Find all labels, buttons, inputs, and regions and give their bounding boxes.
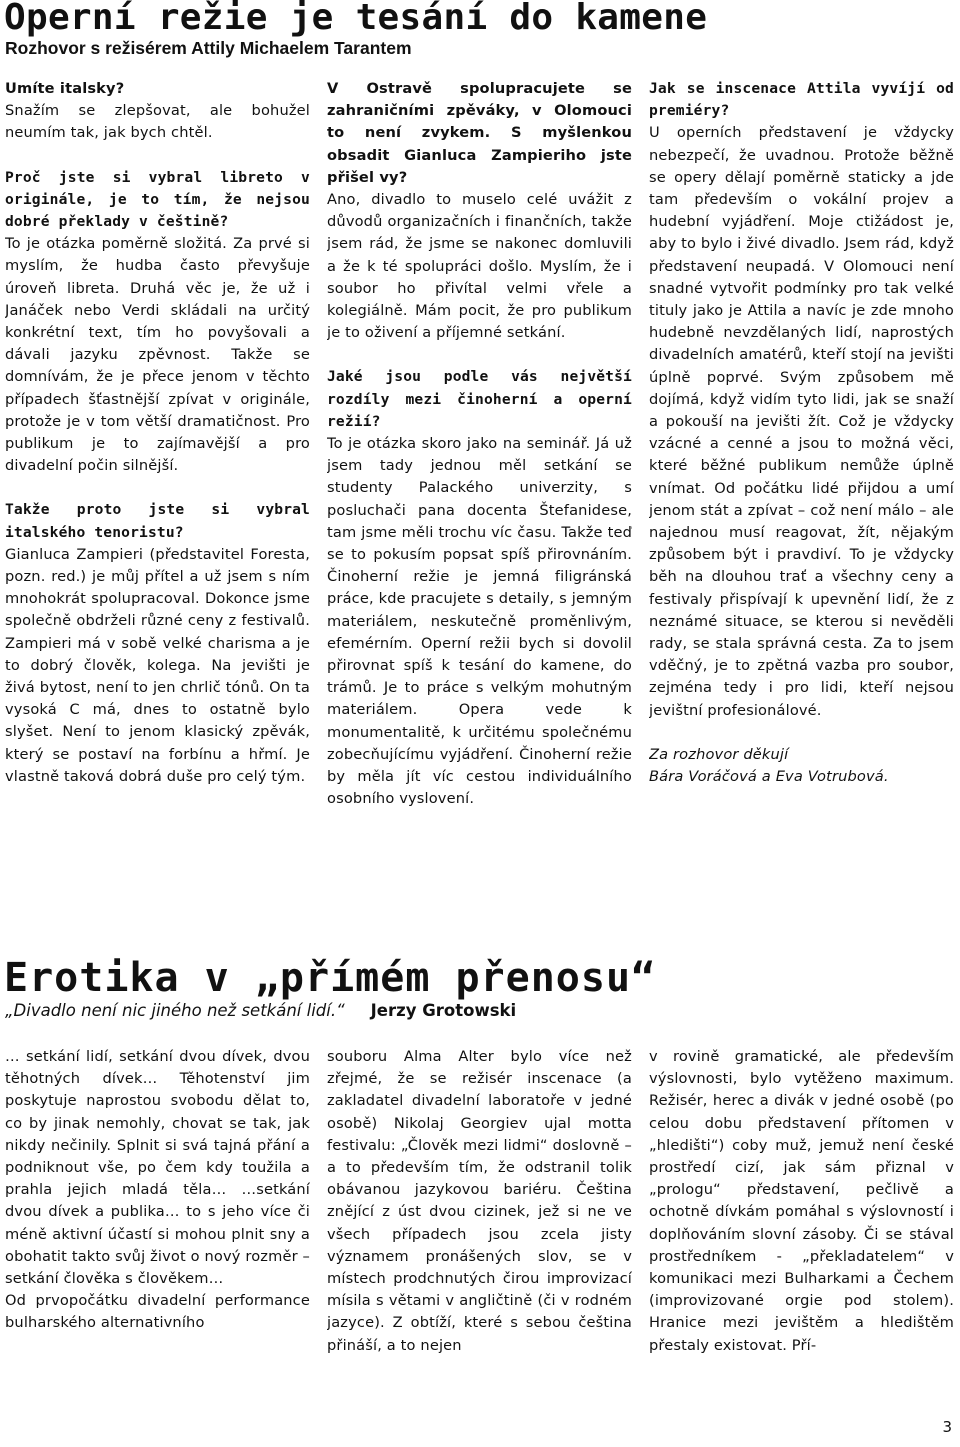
question: Umíte italsky?	[5, 80, 125, 97]
answer: Snažím se zlepšovat, ale bohužel neumím tak, jak bych chtěl.	[5, 102, 310, 142]
review-column-1	[5, 1046, 310, 1426]
question: Takže proto jste si vybral italského tenoristu?	[5, 501, 310, 541]
review-text: Od prvopočátku divadelní performance bulharského alternativního	[5, 1292, 310, 1332]
review-text: v rovině gramatické, ale především výslovnosti, bylo vytěženo maximum. Režisér, herec a divák v jedné osobě (po celou dobu představení přítomen v „hledišti“) coby muž, jemuž není české prostředí cizí, jak sám přiznal v „prologu“ představení, pečlivě a ochotně dívkám pomáhal s výslovností i doplňováním slovní zásoby. Či se stával prostředníkem - „překladatelem“ v komunikaci mezi Bulharkami a Čechem (improvizované orgie pod stolem). Hranice mezi jevištěm a hledištěm přestaly existovat. Pří-	[649, 1048, 954, 1354]
review-text: souboru Alma Alter bylo více než zřejmé, že se režisér inscenace (a zakladatel divadelní laboratoře v jedné osobě) Nikolaj Georgiev ujal motta festivalu: „Člověk mezi lidmi“ doslovně – a to především tím, že odstranil tolik obávanou jazykovou bariéru. Čeština znějící z úst dvou cizinek, jež si ne ve všech případech jsou zcela jisty významem pronášených slov, se v místech prodchnutých čirou improvizací mísila s větami v angličtině (či v rodném jazyce). Z obtíží, které s sebou čeština přináší, a to nejen	[327, 1048, 632, 1354]
interview-column-1	[5, 78, 310, 918]
epigraph-quote: „Divadlo není nic jiného než setkání lidí.“	[5, 1001, 345, 1020]
review-text: … setkání lidí, setkání dvou dívek, dvou těhotných dívek… Těhotenství jim poskytuje naprostou svobodu dělat to, co by jinak nemohly, chovat se tak, jak nikdy nečinily. Splnit si svá tajná přání a podniknout vše, po čem kdy toužila a prahla jejich mladá těla… …setkání dvou dívek a publika… to s jeho více či méně aktivní účastí si mohou plnit sny a obohatit takto svůj život o nový rozměr – setkání člověka s člověkem…	[5, 1048, 310, 1288]
interview-credit: Za rozhovor děkují	[649, 745, 789, 763]
answer: Gianluca Zampieri (představitel Foresta, pozn. red.) je můj přítel a už jsem s ním mnohokrát spolupracoval. Dokonce jsme společně obdrželi různé ceny z festivalů. Zampieri má v sobě velké charisma a je to dobrý člověk, kolega. Na jevišti je živá bytost, není to jen chrlič tónů. On ta vysoká C má, dnes to ostatně bylo slyšet. Není to jenom klasický zpěvák, který se postaví na forbínu a hřmí. Je vlastně taková dobrá duše pro celý tým.	[5, 545, 310, 785]
question: Proč jste si vybral libreto v originále, je to tím, že nejsou dobré překlady v češtině?	[5, 168, 310, 231]
interview-authors: Bára Voráčová a Eva Votrubová.	[649, 768, 889, 786]
review-columns	[5, 1046, 955, 1426]
interview-columns	[5, 78, 955, 918]
question: Jak se inscenace Attila vyvíjí od premiéry?	[649, 80, 954, 120]
question: Jaké jsou podle vás největší rozdíly mezi činoherní a operní režií?	[327, 368, 632, 430]
interview-column-3	[649, 78, 954, 918]
article-subtitle: Rozhovor s režisérem Attily Michaelem Tarantem	[5, 38, 412, 58]
article-title: Erotika v „přímém přenosu“	[4, 955, 657, 1001]
epigraph	[5, 1000, 516, 1022]
review-column-2	[327, 1046, 632, 1426]
review-column-3	[649, 1046, 954, 1426]
page-number: 3	[942, 1418, 952, 1436]
interview-column-2	[327, 78, 632, 918]
article-title: Operní režie je tesání do kamene	[4, 0, 708, 38]
epigraph-author: Jerzy Grotowski	[370, 1001, 517, 1020]
answer: U operních představení je vždycky nebezpečí, že uvadnou. Protože běžně se opery dělají poměrně staticky a jde tam především o vokální projev a hudební vyjádření. Moje ctižádost je, aby to bylo i živé divadlo. Jsem rád, když představení neupadá. V Olomouci není snadné vytvořit podmínky pro tak velké tituly jako je Attila a navíc je zde mnoho hudebně nevzdělaných lidí, naprostých divadelních amatérů, kteří stojí na jevišti úplně poprvé. Svým způsobem mě dojímá, když vidím tyto lidi, jak se snaží a pokouší na jevišti žít. Což je vždycky vzácné a cenné a jsou to možná věci, které běžné publikum nemůže úplně vnímat. Od počátku lidé přijdou a umí jenom stát a zpívat – což není málo – ale najednou musí reagovat, žít, nějakým způsobem být i pravdiví. To je vždycky běh na dlouhou trať a všechny ceny a festivaly přispívají k upevnění lidí, že z neznámé situace, se kterou si nevěděli rady, se stala správná cesta. Za to jsem vděčný, je to zpětná vazba pro soubor, zejména tedy i pro lidi, kteří nejsou jevištní profesionálové.	[649, 124, 954, 719]
answer: Ano, divadlo to muselo celé uvážit z důvodů organizačních i finančních, takže jsem rád, že jsme se nakonec domluvili a že k té spolupráci došlo. Myslím, že i soubor ho přivítal velmi vřele a kolegiálně. Mám pocit, že pro publikum je to oživení a příjemné setkání.	[327, 191, 632, 342]
answer: To je otázka skoro jako na seminář. Já už jsem tady jednou měl setkání se studenty Palackého univerzity, s posluchači pana docenta Štefanidese, tam jsme měli trochu víc času. Takže teď se to pokusím popsat spíš přirovnáním. Činoherní režie je jemná filigránská práce, kde pracujete s detaily, s jemným materiálem, neskutečně proměnlivým, efemérním. Operní režii bych si dovolil přirovnat spíš k tesání do kamene, do trámů. Je to práce s velkým mohutným materiálem. Opera vede k monumentalitě, k určitému společnému zobecňujícímu vyjádření. Činoherní režie by měla jít víc cestou individuálního osobního vyslovení.	[327, 435, 632, 808]
answer: To je otázka poměrně složitá. Za prvé si myslím, že hudba často převyšuje úroveň libreta. Druhá věc je, že už i Janáček nebo Verdi skládali na určitý konkrétní text, tím ho povyšovali a dávali jazyku zpěvnost. Takže se domnívám, že je přece jenom v těchto případech šťastnější zpívat v originále, protože je v tom větší dramatičnost. Pro publikum je to zajímavější a pro divadelní počin silnější.	[5, 235, 310, 475]
question: V Ostravě spolupracujete se zahraničními zpěváky, v Olomouci to není zvykem. S myšlenkou obsadit Gianluca Zampieriho jste přišel vy?	[327, 80, 632, 186]
